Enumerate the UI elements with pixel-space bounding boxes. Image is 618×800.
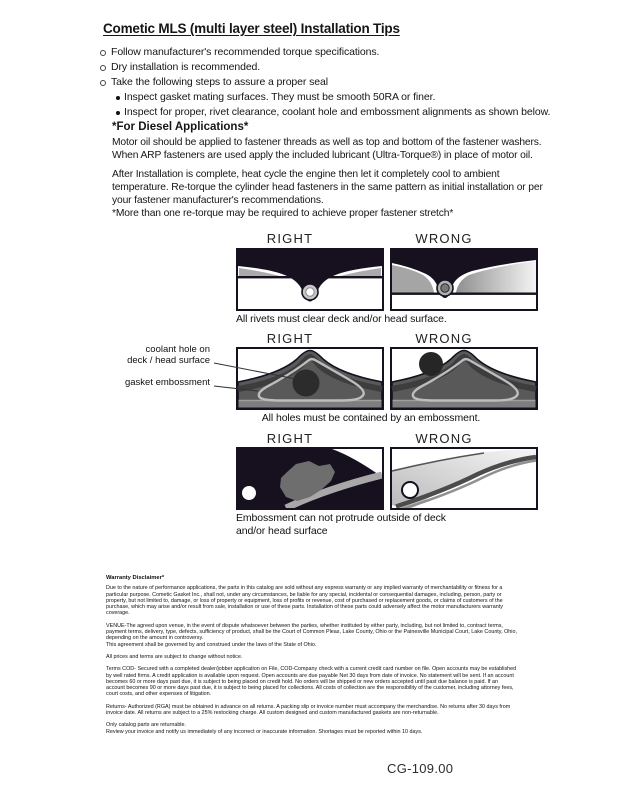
right-label: RIGHT [266,231,314,246]
disclaimer-paragraph: Terms COD- Secured with a completed dealer/jobber application on File, COD-Company check with a current credit card number on file. Open accounts may be established by well rated firms. A credit application is available upon request. Open accounts are due payable Net 30 days from date of invoice. No statement will be sent. If an account becomes 60 or more days past due, it is subject to being placed on credit hold. No orders will be shipped or new orders accepted until past due balance is paid. If an account becomes 90 or more days past due, it is subject to being placed for collections. All costs of collection are the responsibility of the customer, including attorney fees, court costs, and other expenses of litigation. [106,666,517,698]
disclaimer-paragraph: All prices and terms are subject to change without notice. [106,653,243,660]
page-title: Cometic MLS (multi layer steel) Installation Tips [103,21,400,36]
callout-gasket-embossment-label: gasket embossment [124,377,210,388]
wrong-label: WRONG [415,231,473,246]
embossment-right-diagram [236,447,384,510]
gasket-hole [242,486,256,500]
disclaimer-heading: Warranty Disclaimer* [106,575,165,581]
bullet-item [100,45,550,60]
deck-surface-line [392,293,536,295]
diesel-paragraph-1: Motor oil should be applied to fastener threads as well as top and bottom of the fastener washers. When ARP fasteners are used apply the included lubricant (Ultra-Torque®) in place of motor oil. [112,137,542,161]
right-label: RIGHT [266,431,314,446]
bullet-item [100,60,550,75]
doc-number: CG-109.00 [387,761,454,776]
callout-coolant-hole-label: coolant hole on deck / head surface [127,344,210,366]
disclaimer-paragraph: Review your invoice and notify us immediately of any incorrect or inaccurate information. Shortages must be reported within 10 days. [106,728,423,735]
coolant-hole [419,352,443,376]
diagram-caption: All holes must be contained by an embossment. [261,412,481,424]
rivet-right-diagram [236,248,384,311]
coolant-hole-right-diagram [236,347,384,410]
dot-bullet-icon [116,111,120,115]
circle-bullet-icon [100,50,106,56]
diagram-caption: Embossment can not protrude outside of deck and/or head surface [236,512,446,537]
gasket-hole [402,482,418,498]
coolant-hole-wrong-diagram [390,347,538,410]
rivet-wrong-diagram [390,248,538,311]
bullet-text: Follow manufacturer's recommended torque specifications. [111,46,380,58]
sub-bullet-item [116,105,550,120]
diesel-paragraph-3: *More than one re-torque may be required to achieve proper fastener stretch* [112,208,454,219]
diagram-caption: All rivets must clear deck and/or head surface. [236,313,447,325]
right-label: RIGHT [266,331,314,346]
warranty-disclaimer [106,575,518,741]
bullet-text: Dry installation is recommended. [111,61,261,73]
bullet-item [100,75,550,90]
circle-bullet-icon [100,65,106,71]
disclaimer-paragraph: Due to the nature of performance applications, the parts in this catalog are sold without any express warranty or any implied warranty of merchantability or fitness for a particular purpose. Cometic Gasket Inc., shall not, under any circumstances, be liable for any special, incidental or consequential damages, including, person, party or property, but not limited to, damage, or loss of property or equipment, loss of profits or revenue, cost of purchased or replacement goods, or claims of customers of the purchase, which may arise and/or result from sale, installation or use of these parts. Installation of these parts could adversely affect the motor manufacturers warranty coverage. [106,585,503,617]
disclaimer-paragraph: This agreement shall be governed by and construed under the laws of the State of Ohio. [106,641,317,648]
coolant-hole [293,370,320,397]
disclaimer-paragraph: Returns- Authorized (RGA) must be obtained in advance on all returns. A packing slip or invoice number must accompany the merchandise. No returns after 30 days from invoice date. All returns are subject to a 25% restocking charge. All custom designed and custom manufactured gaskets are non-returnable. [106,703,511,717]
diesel-section-heading: *For Diesel Applications* [112,121,249,133]
diesel-paragraph-2: After Installation is complete, heat cycle the engine then let it completely cool to ambient temperature. Re-torque the cylinder head fasteners in the same pattern as initial installation or per your fastener manufacturer's recommendations. [112,169,543,206]
bullet-text: Take the following steps to assure a proper seal [111,76,328,88]
sub-bullet-text: Inspect for proper, rivet clearance, coolant hole and embossment alignments as shown below. [124,106,551,118]
disclaimer-paragraph: VENUE-The agreed upon venue, in the event of dispute whatsoever between the parties, whether instituted by either party, including, but not limited to, contract terms, payment terms, delivery, type, defects, sufficiency of product, shall be the Court of Common Pleas, Lake County, Ohio or the Painesville Municipal Court, Lake County, Ohio, depending on the amount in controversy. [106,622,517,642]
embossment-wrong-diagram [390,447,538,510]
wrong-label: WRONG [415,331,473,346]
disclaimer-paragraph: Only catalog parts are returnable. [106,722,187,729]
sub-bullet-text: Inspect gasket mating surfaces. They must be smooth 50RA or finer. [124,91,436,103]
tips-bullet-list [100,45,550,120]
sub-bullet-item [116,90,550,105]
circle-bullet-icon [100,80,106,86]
dot-bullet-icon [116,96,120,100]
wrong-label: WRONG [415,431,473,446]
